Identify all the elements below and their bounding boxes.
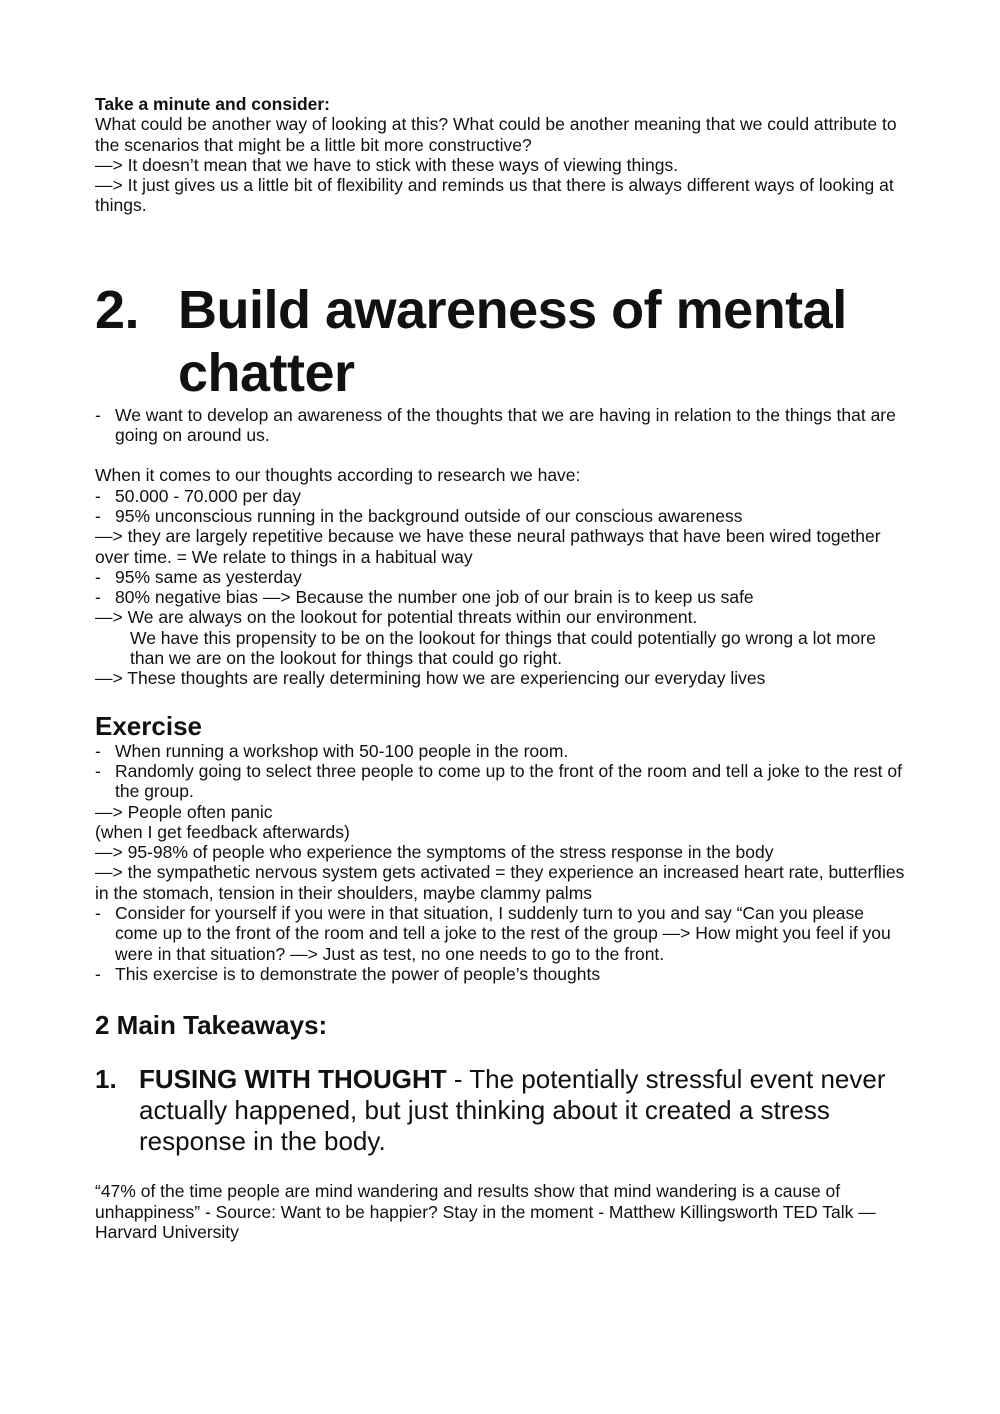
list-item — [95, 486, 910, 506]
list-item — [95, 506, 910, 526]
dash-bullet: - — [95, 566, 101, 587]
takeaway-bold-label: FUSING WITH THOUGHT — [139, 1064, 447, 1095]
list-item — [95, 567, 910, 587]
dash-bullet: - — [95, 485, 101, 506]
dash-bullet: - — [95, 963, 101, 984]
arrow-line: —> We are always on the lookout for potential threats within our environment. — [95, 607, 698, 628]
section2-body — [95, 405, 910, 689]
dash-bullet: - — [95, 404, 101, 425]
takeaway-number: 1. — [95, 1064, 117, 1095]
dash-bullet: - — [95, 740, 101, 761]
takeaways-heading: 2 Main Takeaways: — [95, 1010, 328, 1041]
list-item — [95, 405, 910, 446]
arrow-line: —> These thoughts are really determining how we are experiencing our everyday lives — [95, 668, 766, 689]
dash-bullet: - — [95, 903, 101, 924]
intro-heading: Take a minute and consider: — [95, 94, 331, 114]
section-heading — [95, 279, 910, 405]
exercise-line: —> 95-98% of people who experience the symptoms of the stress response in the body — [95, 842, 774, 863]
research-intro: When it comes to our thoughts according to research we have: — [95, 465, 581, 486]
intro-line: —> It just gives us a little bit of flexibility and reminds us that there is always different ways of looking at things. — [95, 175, 894, 216]
list-item — [95, 903, 910, 964]
list-item-text: 95% same as yesterday — [115, 566, 302, 587]
takeaway-item — [95, 1064, 910, 1157]
takeaway-description: - The potentially stressful event never actually happened, but just thinking about it created a stress response in the body. — [139, 1064, 886, 1157]
intro-line: What could be another way of looking at this? What could be another meaning that we could attribute to the scenarios that might be a little bit more constructive? — [95, 114, 897, 155]
dash-bullet: - — [95, 505, 101, 526]
section-title: Build awareness of mental chatter — [178, 279, 847, 403]
exercise-line: —> People often panic — [95, 801, 273, 822]
list-item-text: We want to develop an awareness of the thoughts that we are having in relation to the things that are going on around us. — [115, 404, 896, 446]
list-item-text: 95% unconscious running in the background outside of our conscious awareness — [115, 505, 743, 526]
exercise-heading: Exercise — [95, 710, 202, 741]
list-item-text: Randomly going to select three people to come up to the front of the room and tell a joke to the rest of the group. — [115, 760, 902, 802]
list-item-text: This exercise is to demonstrate the power of people’s thoughts — [115, 963, 601, 984]
section-number: 2. — [95, 279, 140, 340]
exercise-body — [95, 741, 910, 985]
exercise-line: —> the sympathetic nervous system gets activated = they experience an increased heart rate, butterflies in the stomach, tension in their shoulders, maybe clammy palms — [95, 862, 905, 903]
list-item-text: 50.000 - 70.000 per day — [115, 485, 301, 506]
takeaway-text — [139, 1064, 910, 1157]
list-item — [95, 587, 910, 607]
arrow-line: —> they are largely repetitive because we have these neural pathways that have been wired together over time. = We relate to things in a habitual way — [95, 526, 881, 567]
intro-section — [95, 94, 910, 216]
propensity-line: We have this propensity to be on the lookout for things that could potentially go wrong a lot more than we are on the lookout for things that could go right. — [130, 627, 876, 669]
quote-paragraph: “47% of the time people are mind wandering and results show that mind wandering is a cause of unhappiness” - Source: Want to be happier? Stay in the moment - Matthew Killingsworth TED Talk — Harvard University — [95, 1181, 876, 1242]
list-item — [95, 741, 910, 761]
exercise-line: (when I get feedback afterwards) — [95, 821, 350, 842]
intro-line: —> It doesn’t mean that we have to stick with these ways of viewing things. — [95, 154, 679, 175]
list-item-text: 80% negative bias —> Because the number one job of our brain is to keep us safe — [115, 587, 754, 608]
list-item-text: Consider for yourself if you were in that situation, I suddenly turn to you and say “Can you please come up to the front of the room and tell a joke to the rest of the group —> How might you feel if you were in that situation? —> Just as test, no one needs to go to the front. — [115, 903, 891, 964]
spacer — [95, 445, 910, 465]
list-item — [95, 964, 910, 984]
dash-bullet: - — [95, 587, 101, 608]
list-item — [95, 761, 910, 802]
spacer — [95, 216, 910, 279]
dash-bullet: - — [95, 760, 101, 781]
list-item-text: When running a workshop with 50-100 people in the room. — [115, 740, 569, 761]
